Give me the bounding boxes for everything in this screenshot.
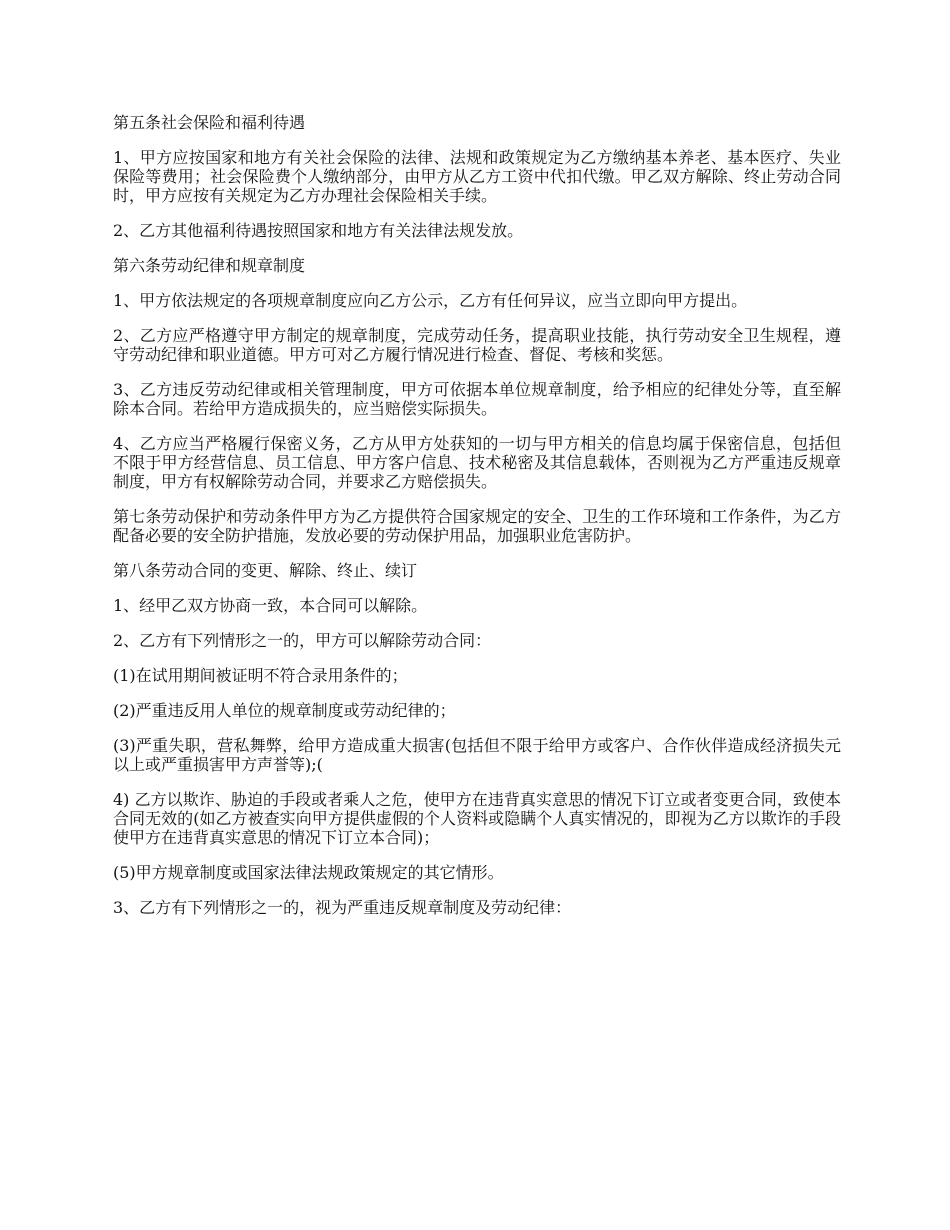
paragraph-5-2: 2、乙方其他福利待遇按照国家和地方有关法律法规发放。: [113, 221, 524, 240]
paragraph-6-1: 1、甲方依法规定的各项规章制度应向乙方公示，乙方有任何异议，应当立即向甲方提出。: [113, 291, 748, 310]
list-item-3: (3)严重失职，营私舞弊，给甲方造成重大损害(包括但不限于给甲方或客户、合作伙伴造成经济损失元以上或严重损害甲方声誉等);(: [113, 736, 841, 774]
section-7: 第七条劳动保护和劳动条件甲方为乙方提供符合国家规定的安全、卫生的工作环境和工作条件，为乙方配备必要的安全防护措施，发放必要的劳动保护用品，加强职业危害防护。: [113, 507, 841, 545]
list-item-2: (2)严重违反用人单位的规章制度或劳动纪律的；: [113, 701, 456, 720]
list-item-4: 4) 乙方以欺诈、胁迫的手段或者乘人之危，使甲方在违背真实意思的情况下订立或者变更合同，致使本合同无效的(如乙方被查实向甲方提供虚假的个人资料或隐瞒个人真实情况的，即视为乙方以欺诈的手段使甲方在违背真实意思的情况下订立本合同)；: [113, 790, 841, 847]
paragraph-8-1: 1、经甲乙双方协商一致，本合同可以解除。: [113, 596, 428, 615]
paragraph-6-3: 3、乙方违反劳动纪律或相关管理制度，甲方可依据本单位规章制度，给予相应的纪律处分等，直至解除本合同。若给甲方造成损失的，应当赔偿实际损失。: [113, 380, 841, 418]
paragraph-6-4: 4、乙方应当严格履行保密义务，乙方从甲方处获知的一切与甲方相关的信息均属于保密信息，包括但不限于甲方经营信息、员工信息、甲方客户信息、技术秘密及其信息载体，否则视为乙方严重违反规章制度，甲方有权解除劳动合同，并要求乙方赔偿损失。: [113, 434, 841, 491]
paragraph-8-3: 3、乙方有下列情形之一的，视为严重违反规章制度及劳动纪律：: [113, 898, 572, 917]
paragraph-8-2: 2、乙方有下列情形之一的，甲方可以解除劳动合同：: [113, 631, 492, 650]
section-heading-8: 第八条劳动合同的变更、解除、终止、续订: [113, 561, 418, 580]
document-page: [113, 113, 841, 933]
list-item-1: (1)在试用期间被证明不符合录用条件的；: [113, 666, 408, 685]
section-heading-6: 第六条劳动纪律和规章制度: [113, 256, 306, 275]
section-heading-5: 第五条社会保险和福利待遇: [113, 113, 306, 132]
paragraph-5-1: 1、甲方应按国家和地方有关社会保险的法律、法规和政策规定为乙方缴纳基本养老、基本医疗、失业保险等费用；社会保险费个人缴纳部分，由甲方从乙方工资中代扣代缴。甲乙双方解除、终止劳动合同时，甲方应按有关规定为乙方办理社会保险相关手续。: [113, 148, 841, 205]
paragraph-6-2: 2、乙方应严格遵守甲方制定的规章制度，完成劳动任务，提高职业技能，执行劳动安全卫生规程，遵守劳动纪律和职业道德。甲方可对乙方履行情况进行检查、督促、考核和奖惩。: [113, 326, 841, 364]
list-item-5: (5)甲方规章制度或国家法律法规政策规定的其它情形。: [113, 863, 504, 882]
